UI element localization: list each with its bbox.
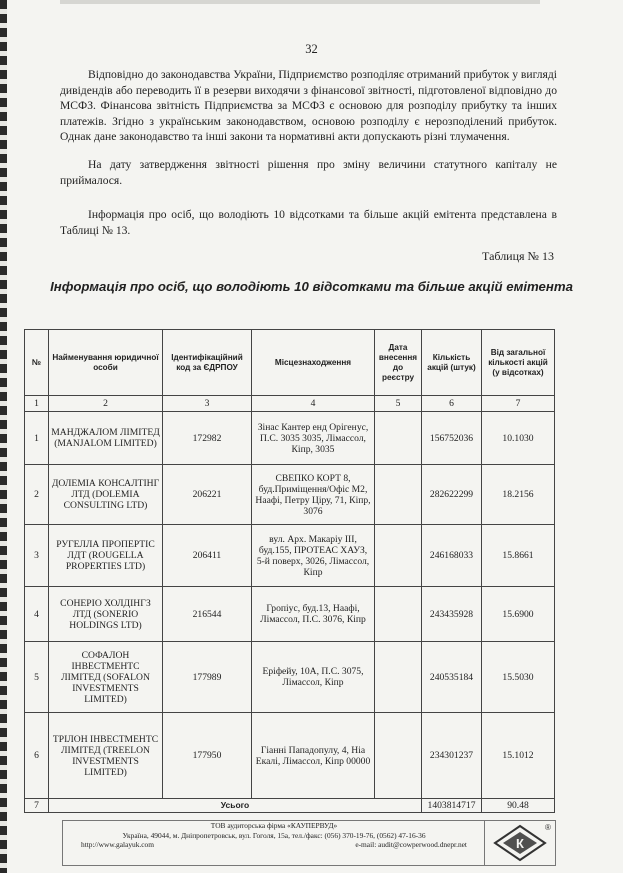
header-shares: Кількість акцій (штук) xyxy=(422,330,482,396)
column-number: 3 xyxy=(163,396,252,412)
entity-name: СОНЕРІО ХОЛДІНГЗ ЛТД (SONERIO HOLDINGS LTD) xyxy=(49,587,163,642)
total-row xyxy=(25,799,555,813)
row-number: 2 xyxy=(25,465,49,525)
binding-edge xyxy=(0,0,7,873)
entity-code: 206411 xyxy=(163,525,252,587)
page-number: 32 xyxy=(305,42,318,56)
table-label: Таблиця № 13 xyxy=(482,249,554,263)
entity-percent: 15.5030 xyxy=(482,642,555,713)
header-code: Ідентифікаційний код за ЄДРПОУ xyxy=(163,330,252,396)
header-date: Дата внесення до реєстру xyxy=(375,330,422,396)
entity-date xyxy=(375,713,422,799)
total-percent: 90.48 xyxy=(482,799,555,813)
row-number: 4 xyxy=(25,587,49,642)
entity-address: Зінас Кантер енд Орігенус, П.С. 3035 3035, Лімассол, Кіпр, 3035 xyxy=(252,412,375,465)
header-name: Найменування юридичної особи xyxy=(49,330,163,396)
entity-shares: 240535184 xyxy=(422,642,482,713)
entity-date xyxy=(375,642,422,713)
footer-email-link[interactable]: e-mail: audit@cowperwood.dnepr.net xyxy=(355,840,467,849)
entity-address: Еріфейу, 10А, П.С. 3075, Лімассол, Кіпр xyxy=(252,642,375,713)
entity-code: 172982 xyxy=(163,412,252,465)
column-number: 7 xyxy=(482,396,555,412)
table-header-row xyxy=(25,330,555,396)
entity-percent: 18.2156 xyxy=(482,465,555,525)
company-logo xyxy=(484,820,556,866)
table-caption: Інформація про осіб, що володіють 10 відсотками та більше акцій емітента xyxy=(50,279,573,294)
entity-name: МАНДЖАЛОМ ЛІМІТЕД (MANJALOM LIMITED) xyxy=(49,412,163,465)
column-number: 5 xyxy=(375,396,422,412)
total-row-number: 7 xyxy=(25,799,49,813)
table-row xyxy=(25,587,555,642)
footer-links xyxy=(63,840,485,850)
row-number: 5 xyxy=(25,642,49,713)
entity-address: СВЕПКО КОРТ 8, буд.Приміщення/Офіс М2, Наафі, Петру Ціру, 71, Кіпр, 3076 xyxy=(252,465,375,525)
entity-code: 177950 xyxy=(163,713,252,799)
entity-date xyxy=(375,412,422,465)
header-number: № xyxy=(25,330,49,396)
shareholders-table xyxy=(24,329,555,813)
entity-percent: 10.1030 xyxy=(482,412,555,465)
entity-shares: 156752036 xyxy=(422,412,482,465)
table-row xyxy=(25,412,555,465)
entity-code: 206221 xyxy=(163,465,252,525)
entity-date xyxy=(375,525,422,587)
entity-name: ТРІЛОН ІНВЕСТМЕНТС ЛІМІТЕД (TREELON INVESTMENTS LIMITED) xyxy=(49,713,163,799)
column-number: 2 xyxy=(49,396,163,412)
column-number-row xyxy=(25,396,555,412)
table-row xyxy=(25,465,555,525)
entity-code: 216544 xyxy=(163,587,252,642)
header-address: Місцезнаходження xyxy=(252,330,375,396)
entity-address: Гропіус, буд.13, Наафі, Лімассол, П.С. 3076, Кіпр xyxy=(252,587,375,642)
entity-shares: 243435928 xyxy=(422,587,482,642)
entity-name: СОФАЛОН ІНВЕСТМЕНТС ЛІМІТЕД (SOFALON INVESTMENTS LIMITED) xyxy=(49,642,163,713)
entity-date xyxy=(375,587,422,642)
entity-address: Гіанні Пападопулу, 4, Ніа Екалі, Лімассол, Кіпр 00000 xyxy=(252,713,375,799)
entity-name: ДОЛЕМІА КОНСАЛТІНГ ЛТД (DOLEMIA CONSULTING LTD) xyxy=(49,465,163,525)
table-row xyxy=(25,525,555,587)
entity-name: РУГЕЛЛА ПРОПЕРТІС ЛДТ (ROUGELLA PROPERTIES LTD) xyxy=(49,525,163,587)
entity-percent: 15.1012 xyxy=(482,713,555,799)
entity-percent: 15.8661 xyxy=(482,525,555,587)
logo-icon xyxy=(485,821,555,865)
entity-shares: 234301237 xyxy=(422,713,482,799)
header-percent: Від загальної кількості акцій (у відсотках) xyxy=(482,330,555,396)
column-number: 6 xyxy=(422,396,482,412)
row-number: 6 xyxy=(25,713,49,799)
column-number: 4 xyxy=(252,396,375,412)
entity-address: вул. Арх. Макаріу ІІІ, буд.155, ПРОТЕАС ХАУЗ, 5-й поверх, 3026, Лімассол, Кіпр xyxy=(252,525,375,587)
entity-shares: 282622299 xyxy=(422,465,482,525)
footer-address: Україна, 49044, м. Дніпропетровськ, вул. Гоголя, 15а, тел./факс: (056) 370-19-76, (0562) 47-16-36 xyxy=(122,830,426,840)
entity-code: 177989 xyxy=(163,642,252,713)
entity-shares: 246168033 xyxy=(422,525,482,587)
footer-company: ТОВ аудиторська фірма «КАУПЕРВУД» xyxy=(210,821,338,830)
paragraph-dividends: Відповідно до законодавства України, Підприємство розподіляє отриманий прибуток у вигляді дивідендів або переводить її в резерви виходячи з фінансової звітності, підготовленої відповідно до МСФЗ. Фінансова звітність Підприємства за МСФЗ є основою для розподілу прибутку та інших платежів. Згідно з українським законодавством, основою розподілу є нерозподілений прибуток. Однак дане законодавство та інші закони та нормативні акти допускають різні тлумачення. xyxy=(60,68,557,144)
footer-website-link[interactable]: http://www.galayuk.com xyxy=(81,840,155,849)
registered-mark: ® xyxy=(545,823,551,832)
paragraph-capital: На дату затвердження звітності рішення про зміну величини статутного капіталу не приймалося. xyxy=(60,158,557,187)
logo-letter: К xyxy=(516,836,524,851)
scan-shadow xyxy=(60,0,540,4)
row-number: 3 xyxy=(25,525,49,587)
table-row xyxy=(25,713,555,799)
row-number: 1 xyxy=(25,412,49,465)
entity-percent: 15.6900 xyxy=(482,587,555,642)
total-label: Усього xyxy=(49,799,422,813)
entity-date xyxy=(375,465,422,525)
column-number: 1 xyxy=(25,396,49,412)
paragraph-table-intro: Інформація про осіб, що володіють 10 відсотками та більше акцій емітента представлена в Таблиці № 13. xyxy=(60,208,557,237)
total-shares: 1403814717 xyxy=(422,799,482,813)
table-row xyxy=(25,642,555,713)
footer xyxy=(62,820,485,866)
